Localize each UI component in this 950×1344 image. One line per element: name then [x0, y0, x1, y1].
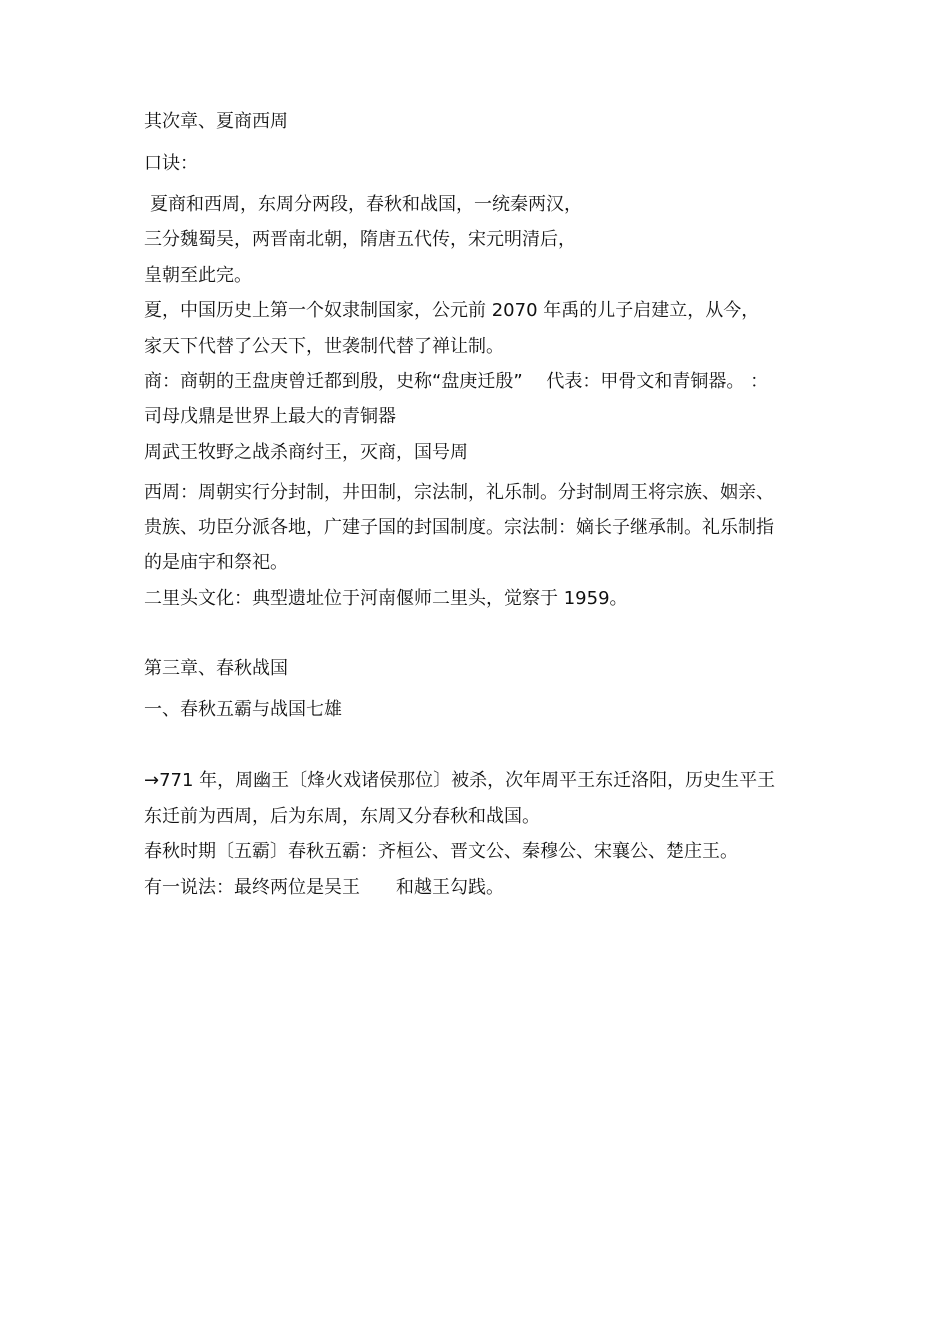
xia-paragraph-line: 家天下代替了公天下，世袭制代替了禅让制。 — [144, 336, 504, 357]
five-hegemons-paragraph: 春秋时期〔五霸〕春秋五霸：齐桓公、晋文公、秦穆公、宋襄公、楚庄王。 — [144, 841, 738, 862]
mnemonic-line: 夏商和西周，东周分两段，春秋和战国，一统秦两汉， — [150, 194, 582, 215]
event-paragraph-line: →771 年，周幽王〔烽火戏诸侯那位〕被杀，次年周平王东迁洛阳，历史生平王 — [144, 770, 776, 791]
mnemonic-line: 三分魏蜀吴，两晋南北朝，隋唐五代传，宋元明清后， — [144, 229, 576, 250]
western-zhou-paragraph-line: 的是庙宇和祭祀。 — [144, 552, 288, 573]
section-1-title: 一、春秋五霸与战国七雄 — [144, 699, 342, 720]
erlitou-paragraph: 二里头文化：典型遗址位于河南偃师二里头，觉察于 1959。 — [144, 588, 628, 609]
shang-paragraph-line: 司母戊鼎是世界上最大的青铜器 — [144, 406, 396, 427]
event-paragraph-line: 东迁前为西周，后为东周，东周又分春秋和战国。 — [144, 806, 540, 827]
alternative-view-paragraph: 有一说法：最终两位是吴王 和越王勾践。 — [144, 877, 504, 898]
zhou-paragraph: 周武王牧野之战杀商纣王，灭商，国号周 — [144, 442, 468, 463]
xia-paragraph-line: 夏，中国历史上第一个奴隶制国家，公元前 2070 年禹的儿子启建立，从今， — [144, 300, 760, 321]
chapter-2-title: 其次章、夏商西周 — [144, 111, 288, 132]
western-zhou-paragraph-line: 西周：周朝实行分封制，井田制，宗法制，礼乐制。分封制周王将宗族、姻亲、 — [144, 482, 774, 503]
mnemonic-line: 皇朝至此完。 — [144, 265, 252, 286]
mnemonic-label: 口诀： — [144, 153, 198, 174]
shang-paragraph-line: 商：商朝的王盘庚曾迁都到殷，史称“盘庚迁殷” 代表：甲骨文和青铜器。 ： — [144, 371, 769, 392]
western-zhou-paragraph-line: 贵族、功臣分派各地，广建子国的封国制度。宗法制：嫡长子继承制。礼乐制指 — [144, 517, 774, 538]
chapter-3-title: 第三章、春秋战国 — [144, 658, 288, 679]
